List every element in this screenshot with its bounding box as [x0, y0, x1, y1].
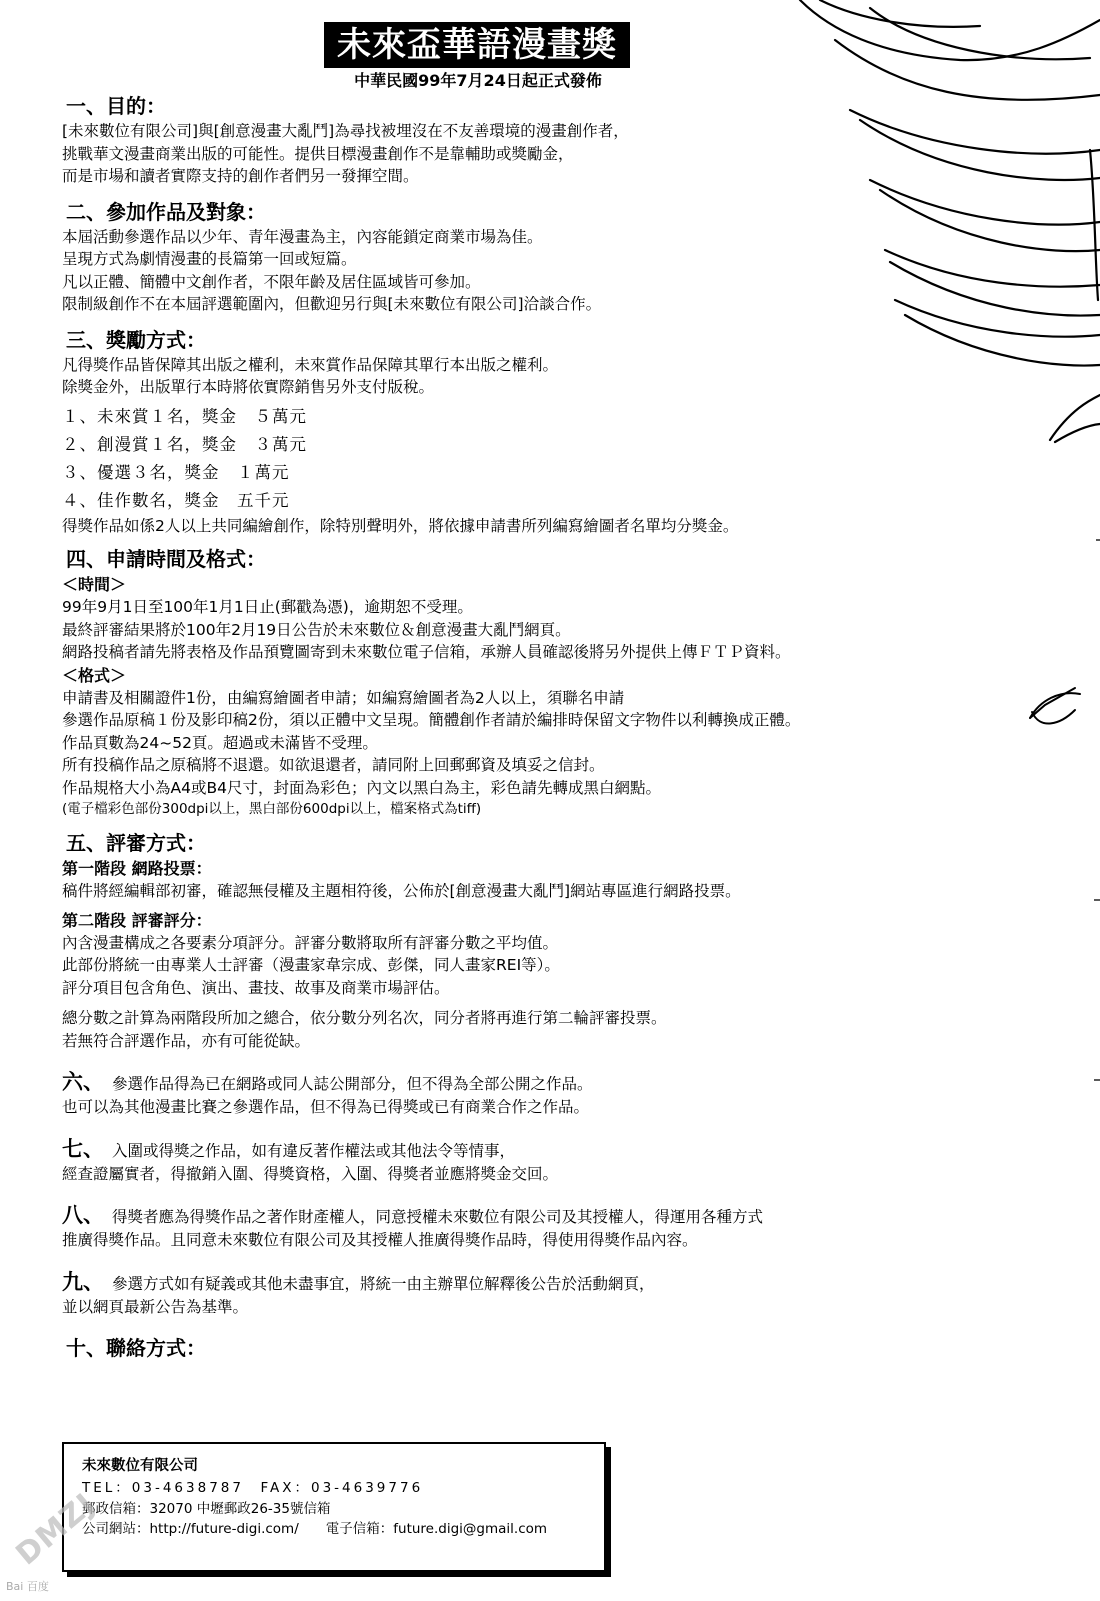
section-awards: [62, 354, 1022, 538]
section-purpose: [62, 120, 1022, 188]
prize-item: ３、優選３名，獎金 １萬元: [62, 462, 290, 482]
text-line: 內含漫畫構成之各要素分項評分。評審分數將取所有評審分數之平均值。: [62, 933, 559, 952]
website-email: 公司網站：http://future-digi.com/ 電子信箱：future.digi@gmail.com: [82, 1521, 548, 1537]
section-number: 七、: [62, 1136, 104, 1161]
text-line: 所有投稿作品之原稿將不退還。如欲退還者，請同附上回郵郵資及填妥之信封。: [62, 756, 605, 774]
text-line: 若無符合評選作品，亦有可能從缺。: [62, 1031, 311, 1050]
pen-doodle-icon: [1030, 688, 1080, 724]
format-label: ＜格式＞: [62, 665, 127, 685]
prize-item: ２、創漫賞１名，獎金 ３萬元: [62, 434, 307, 454]
text-line: 也可以為其他漫畫比賽之參選作品，但不得為已得獎或已有商業合作之作品。: [62, 1098, 590, 1116]
section-purpose-heading: 一、目的：: [66, 94, 166, 118]
section-application: [62, 573, 1022, 819]
text-line: 評分項目包含角色、演出、畫技、故事及商業市場評估。: [62, 978, 450, 997]
section-eligibility: [62, 226, 1022, 316]
section-nine: [62, 1266, 1022, 1319]
page-title: 未來盃華語漫畫獎: [324, 22, 630, 68]
prize-item: ４、佳作數名，獎金 五千元: [62, 490, 290, 510]
text-line: 凡以正體、簡體中文創作者，不限年齡及居住區域皆可參加。: [62, 272, 481, 291]
company-name: 未來數位有限公司: [82, 1458, 198, 1474]
text-line: 作品頁數為24~52頁。超過或未滿皆不受理。: [62, 733, 378, 752]
phone-fax: TEL：03-4638787 FAX：03-4639776: [82, 1480, 424, 1496]
contact-box: [62, 1442, 606, 1572]
text-line: 得獎者應為得獎作品之著作財產權人，同意授權未來數位有限公司及其授權人，得運用各種方式: [112, 1208, 764, 1226]
rules-document: [62, 92, 1022, 1362]
section-number: 六、: [62, 1070, 104, 1094]
section-judging-heading: 五、評審方式：: [66, 831, 206, 855]
publish-date: 中華民國99年7月24日起正式發佈: [354, 71, 602, 90]
prize-item: １、未來賞１名，獎金 ５萬元: [62, 406, 307, 426]
time-label: ＜時間＞: [62, 575, 127, 594]
stage2-label: 第二階段 評審評分：: [62, 910, 212, 930]
text-line: 參選作品原稿１份及影印稿2份，須以正體中文呈現。簡體創作者請於編排時保留文字物件以利轉換成正體。: [62, 711, 801, 729]
text-line: 99年9月1日至100年1月1日止(郵戳為憑)，逾期恕不受理。: [62, 598, 473, 616]
text-line: 除獎金外，出版單行本時將依實際銷售另外支付版稅。: [62, 378, 435, 396]
text-line: 參選方式如有疑義或其他未盡事宜，將統一由主辦單位解釋後公告於活動網頁，: [112, 1274, 655, 1293]
section-judging: [62, 857, 1022, 1052]
text-line: 作品規格大小為A4或B4尺寸，封面為彩色；內文以黑白為主，彩色請先轉成黑白網點。: [62, 778, 661, 797]
text-line: 參選作品得為已在網路或同人誌公開部分，但不得為全部公開之作品。: [112, 1075, 593, 1093]
text-line: 最終評審結果將於100年2月19日公告於未來數位＆創意漫畫大亂鬥網頁。: [62, 620, 571, 639]
section-contact-heading: 十、聯絡方式：: [66, 1336, 206, 1360]
prize-split-note: 得獎作品如係2人以上共同編繪創作，除特別聲明外，將依據申請書所列編寫繪圖者名單均分獎金。: [62, 516, 739, 535]
corner-watermark: Bai 百度: [6, 1580, 49, 1593]
text-line: 入圍或得獎之作品，如有違反著作權法或其他法令等情事，: [112, 1141, 516, 1160]
watermark: DMZJ: [9, 1486, 103, 1573]
text-line: [未來數位有限公司]與[創意漫畫大亂鬥]為尋找被埋沒在不友善環境的漫畫創作者，: [62, 122, 629, 140]
text-line: 限制級創作不在本屆評選範圍內，但歡迎另行與[未來數位有限公司]洽談合作。: [62, 295, 602, 313]
file-format-note: (電子檔彩色部份300dpi以上，黑白部份600dpi以上，檔案格式為tiff): [62, 801, 482, 817]
text-line: 申請書及相關證件1份，由編寫繪圖者申請；如編寫繪圖者為2人以上，須聯名申請: [62, 688, 625, 707]
text-line: 網路投稿者請先將表格及作品預覽圖寄到未來數位電子信箱，承辦人員確認後將另外提供上傳ＦＴＰ資料。: [62, 643, 791, 661]
text-line: 推廣得獎作品。且同意未來數位有限公司及其授權人推廣得獎作品時，得使用得獎作品內容。: [62, 1231, 698, 1249]
section-number: 九、: [62, 1269, 104, 1294]
section-six: [62, 1066, 1022, 1119]
text-line: 並以網頁最新公告為基準。: [62, 1297, 249, 1316]
text-line: 本屆活動參選作品以少年、青年漫畫為主，內容能鎖定商業市場為佳。: [62, 227, 543, 246]
section-application-heading: 四、申請時間及格式：: [66, 547, 266, 571]
text-line: 經查證屬實者，得撤銷入圍、得獎資格，入圍、得獎者並應將獎金交回。: [62, 1164, 559, 1183]
text-line: 凡得獎作品皆保障其出版之權利，未來賞作品保障其單行本出版之權利。: [62, 355, 559, 374]
stage1-label: 第一階段 網路投票：: [62, 859, 212, 878]
text-line: 總分數之計算為兩階段所加之總合，依分數分列名次，同分者將再進行第二輪評審投票。: [62, 1009, 667, 1027]
section-seven: [62, 1133, 1022, 1186]
section-awards-heading: 三、獎勵方式：: [66, 327, 206, 352]
text-line: 呈現方式為劇情漫畫的長篇第一回或短篇。: [62, 250, 357, 268]
postal-box: 郵政信箱：32070 中壢郵政26-35號信箱: [82, 1500, 331, 1517]
text-line: 挑戰華文漫畫商業出版的可能性。提供目標漫畫創作不是靠輔助或獎勵金，: [62, 144, 574, 163]
text-line: 此部份將統一由專業人士評審（漫畫家韋宗成、彭傑，同人畫家REI等）。: [62, 956, 560, 974]
section-eligibility-heading: 二、參加作品及對象：: [66, 199, 266, 224]
section-eight: [62, 1199, 1022, 1252]
text-line: 稿件將經編輯部初審，確認無侵權及主題相符後，公佈於[創意漫畫大亂鬥]網站專區進行網路投票。: [62, 882, 741, 900]
section-number: 八、: [62, 1203, 104, 1227]
text-line: 而是市場和讀者實際支持的創作者們另一發揮空間。: [62, 167, 419, 185]
